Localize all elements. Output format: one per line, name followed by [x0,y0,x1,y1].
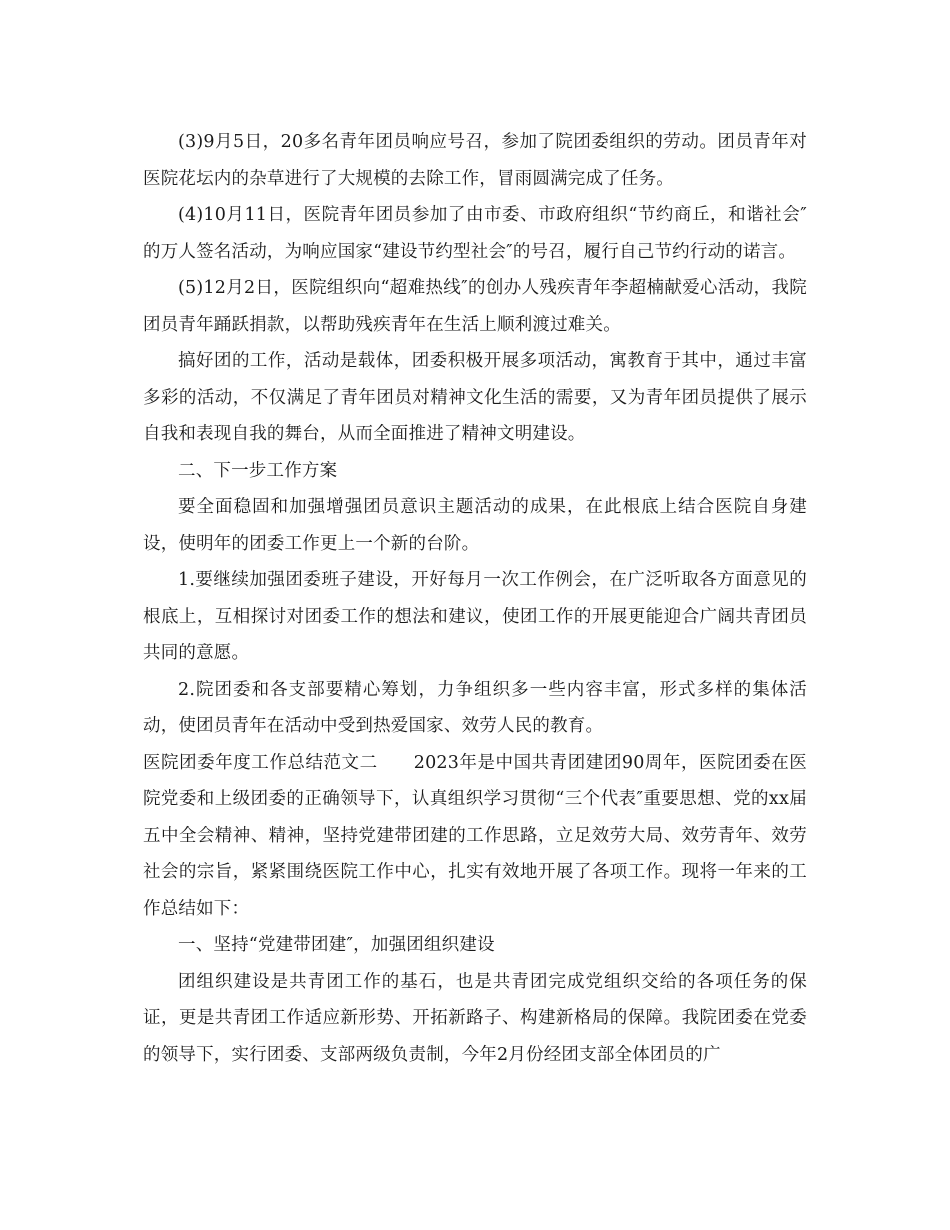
paragraph-event-3: (3)9月5日，20多名青年团员响应号召，参加了院团委组织的劳动。团员青年对医院花坛内的杂草进行了大规模的去除工作，冒雨圆满完成了任务。 [143,132,807,189]
paragraph-next-steps-intro: 要全面稳固和加强增强团员意识主题活动的成果，在此根底上结合医院自身建设，使明年的团委工作更上一个新的台阶。 [143,497,807,554]
paragraph-sample-two-intro: 医院团委年度工作总结范文二 2023年是中国共青团建团90周年，医院团委在医院党委和上级团委的正确领导下，认真组织学习贯彻“三个代表″重要思想、党的xx届五中全会精神、精神，坚持党建带团建的工作思路，立足效劳大局、效劳青年、效劳社会的宗旨，紧紧围绕医院工作中心，扎实有效地开展了各项工作。现将一年来的工作总结如下： [143,752,807,919]
paragraph-organization-building: 团组织建设是共青团工作的基石，也是共青团完成党组织交给的各项任务的保证，更是共青团工作适应新形势、开拓新路子、构建新格局的保障。我院团委在党委的领导下，实行团委、支部两级负责制，今年2月份经团支部全体团员的广 [143,971,807,1065]
paragraph-plan-item-1: 1.要继续加强团委班子建设，开好每月一次工作例会，在广泛听取各方面意见的根底上，互相探讨对团委工作的想法和建议，使团工作的开展更能迎合广阔共青团员共同的意愿。 [143,570,807,663]
section-heading-party-building: 一、坚持“党建带团建″，加强团组织建设 [178,935,495,955]
paragraph-activities-summary: 搞好团的工作，活动是载体，团委积极开展多项活动，寓教育于其中，通过丰富多彩的活动，不仅满足了青年团员对精神文化生活的需要，又为青年团员提供了展示自我和表现自我的舞台，从而全面推进了精神文明建设。 [143,351,807,444]
paragraph-plan-item-2: 2.院团委和各支部要精心筹划，力争组织多一些内容丰富，形式多样的集体活动，使团员青年在活动中受到热爱国家、效劳人民的教育。 [143,679,807,736]
paragraph-event-4: (4)10月11日，医院青年团员参加了由市委、市政府组织“节约商丘，和谐社会″的万人签名活动，为响应国家“建设节约型社会″的号召，履行自己节约行动的诺言。 [143,205,807,262]
document-body [143,124,807,1073]
paragraph-event-5: (5)12月2日，医院组织向“超难热线″的创办人残疾青年李超楠献爱心活动，我院团员青年踊跃捐款，以帮助残疾青年在生活上顺利渡过难关。 [143,278,807,335]
section-heading-next-steps: 二、下一步工作方案 [178,460,338,481]
